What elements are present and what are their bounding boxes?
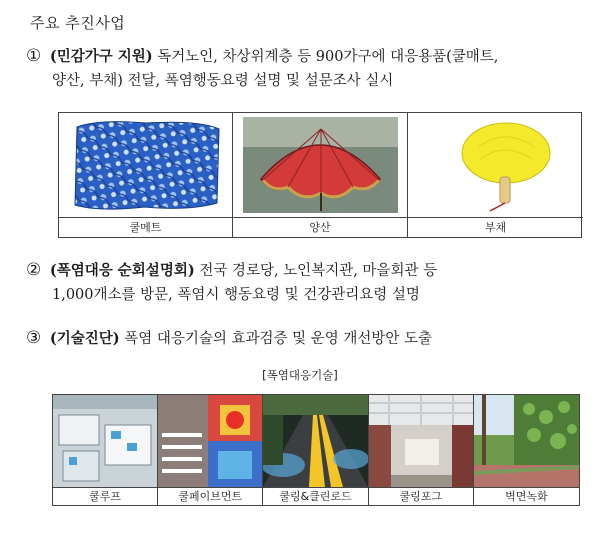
supply-caption: 양산 [233, 217, 408, 238]
item-text-line1: 독거노인, 차상위계층 등 900가구에 대응용품(쿨매트, [157, 49, 499, 65]
item-number: ① [26, 46, 42, 66]
item-text-line1: 전국 경로당, 노인복지관, 마을회관 등 [199, 263, 438, 279]
tech-caption: 쿨루프 [53, 487, 158, 506]
project-item-2 [26, 258, 586, 307]
tech-caption: 쿨링&클린로드 [263, 487, 368, 506]
hand-fan-photo [408, 113, 583, 217]
supply-caption: 쿨메트 [59, 217, 233, 238]
cool-roof-photo [53, 395, 158, 487]
tech-caption: 쿨페이브먼트 [158, 487, 263, 506]
item-number: ② [26, 260, 42, 280]
project-item-1 [26, 44, 586, 93]
supplies-photo-table [58, 112, 582, 238]
wall-greening-photo [474, 395, 579, 487]
tech-photo-table [52, 394, 580, 506]
cooling-clean-road-photo [263, 395, 368, 487]
parasol-photo [233, 113, 408, 217]
item-title: (민감가구 지원) [49, 48, 153, 65]
cool-pavement-photo [158, 395, 263, 487]
item-title: (기술진단) [49, 330, 120, 347]
tech-caption: 벽면녹화 [474, 487, 579, 506]
item-text-line1: 폭염 대응기술의 효과검증 및 운영 개선방안 도출 [124, 331, 433, 347]
tech-caption: 쿨링포그 [369, 487, 474, 506]
supply-caption: 부채 [408, 217, 583, 238]
item-text-line2: 1,000개소를 방문, 폭염시 행동요령 및 건강관리요령 설명 [52, 287, 420, 303]
section-heading: 주요 추진사업 [30, 14, 126, 32]
tech-section-label: [폭염대응기술] [262, 368, 338, 382]
cooling-fog-photo [369, 395, 474, 487]
cool-mat-photo [59, 113, 233, 217]
item-title: (폭염대응 순회설명회) [49, 262, 195, 279]
project-item-3 [26, 326, 586, 351]
item-text-line2: 양산, 부채) 전달, 폭염행동요령 설명 및 설문조사 실시 [52, 73, 394, 89]
item-number: ③ [26, 328, 42, 348]
